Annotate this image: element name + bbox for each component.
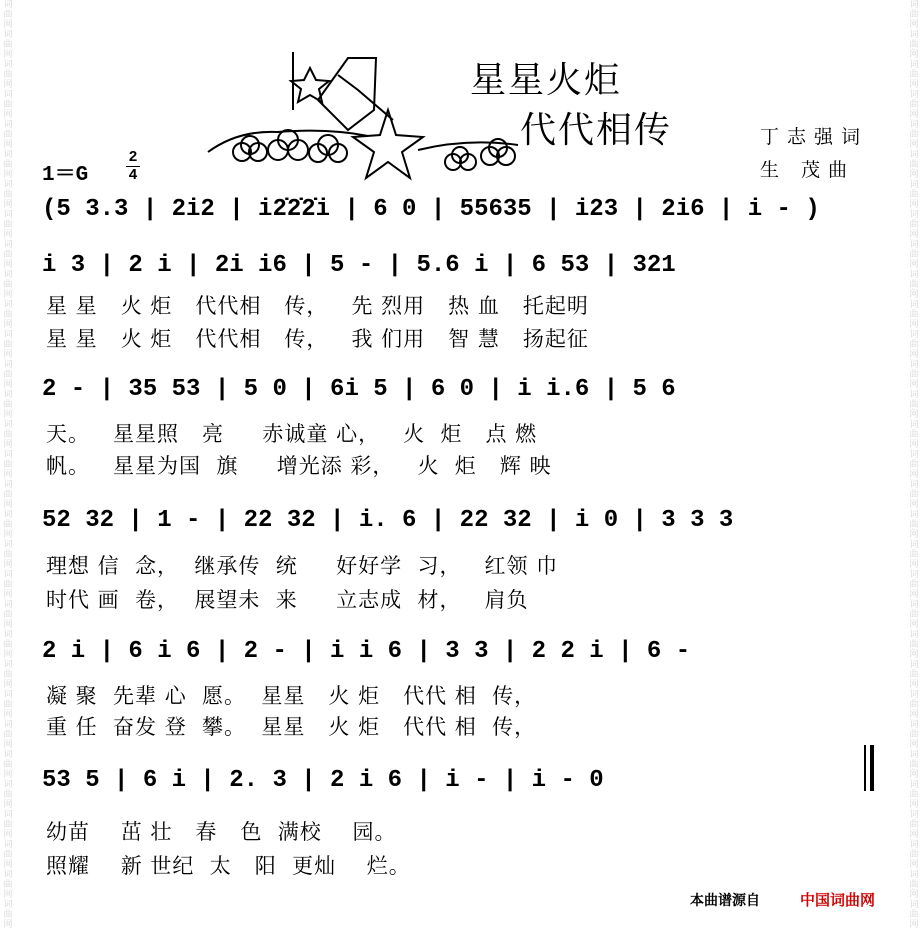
notation-row-3: 52 32 | 1 - | 22 32 | i. 6 | 22 32 | i 0 | 3 3 3 (42, 507, 734, 534)
small-star-icon (291, 68, 329, 102)
torch-flame-icon (318, 58, 376, 130)
source-attribution-text: 本曲谱源自 (690, 893, 760, 909)
lyric-row-4-verse-2: 重 任 奋发 登 攀。 星星 火 炬 代代 相 传， (46, 715, 537, 739)
lyric-row-5-verse-1: 幼苗 茁 壮 春 色 满校 园。 (46, 820, 397, 844)
notation-row-5: 53 5 | 6 i | 2. 3 | 2 i 6 | i - | i - 0 (42, 767, 604, 794)
lyric-row-1-verse-1: 星 星 火 炬 代代相 传， 先 烈用 热 血 托起明 (46, 294, 589, 318)
key-signature: 1＝G (42, 164, 89, 187)
lyric-row-2-verse-1: 天。 星星照 亮 赤诚童 心， 火 炬 点 燃 (46, 422, 538, 446)
notation-row-intro: (5 3.3 | 2i2 | i2̇2̇2̇i | 6 0 | 55635 | i23 | 2i6 | i - ) (42, 196, 820, 223)
time-signature-bottom: 4 (128, 167, 138, 184)
lyric-row-3-verse-2: 时代 画 卷， 展望未 来 立志成 材， 肩负 (46, 588, 529, 612)
final-double-barline (870, 745, 874, 791)
final-barline-thin (864, 745, 866, 791)
song-title-line1: 星星火炬 (470, 60, 623, 101)
lyric-row-5-verse-2: 照耀 新 世纪 太 阳 更灿 烂。 (46, 854, 411, 878)
lyric-row-3-verse-1: 理想 信 念， 继承传 统 好好学 习， 红领 巾 (46, 554, 559, 578)
star-icon (353, 110, 423, 178)
lyricist-credit: 丁志强词 (760, 126, 869, 148)
side-watermark-left: 词曲网词曲网词曲网词曲网词曲网词曲网词曲网词曲网词曲网词曲网词曲网词曲网词曲网词曲网词曲网词曲网词曲网词曲网词曲网词曲网词曲网词曲网词曲网词曲网词曲网词曲网词曲网词曲网词曲网词曲网词曲网 (3, 0, 13, 930)
lyric-row-2-verse-2: 帆。 星星为国 旗 增光添 彩， 火 炬 辉 映 (46, 454, 552, 478)
time-signature-top: 2 (128, 149, 138, 166)
lyric-row-1-verse-2: 星 星 火 炬 代代相 传， 我 们用 智 慧 扬起征 (46, 327, 589, 351)
side-watermark-right: 词曲网词曲网词曲网词曲网词曲网词曲网词曲网词曲网词曲网词曲网词曲网词曲网词曲网词曲网词曲网词曲网词曲网词曲网词曲网词曲网词曲网词曲网词曲网词曲网词曲网词曲网词曲网词曲网词曲网词曲网词曲网 (909, 0, 919, 930)
notation-row-2: 2 - | 35 53 | 5 0 | 6i 5 | 6 0 | i i.6 | 5 6 (42, 376, 676, 403)
source-site-link[interactable]: 中国词曲网 (800, 891, 876, 909)
song-title-line2: 代代相传 (520, 110, 673, 151)
composer-credit: 生 茂曲 (760, 159, 856, 181)
lyric-row-4-verse-1: 凝 聚 先辈 心 愿。 星星 火 炬 代代 相 传， (46, 684, 537, 708)
notation-row-4: 2 i | 6 i 6 | 2 - | i i 6 | 3 3 | 2 2 i | 6 - (42, 638, 691, 665)
time-signature (126, 150, 140, 183)
notation-row-1: i 3 | 2 i | 2i i6 | 5 - | 5.6 i | 6 53 | 321 (42, 252, 676, 279)
